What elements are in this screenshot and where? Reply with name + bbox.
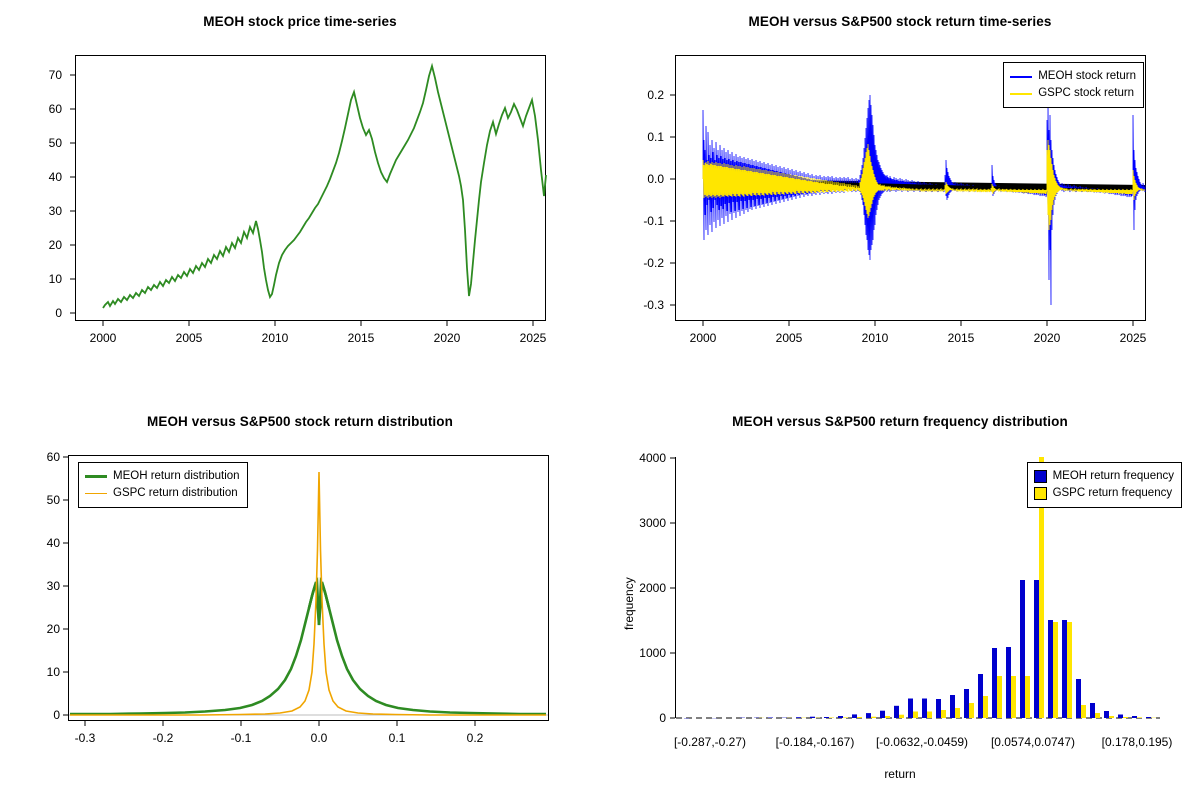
- panel-title-return-distribution: MEOH versus S&P500 stock return distribution: [147, 414, 453, 429]
- x-tick-01: 0.1: [388, 731, 406, 745]
- y-tick-60: 60: [46, 450, 60, 464]
- x-axis-title: return: [884, 767, 916, 781]
- y-tick-2000: 2000: [639, 581, 666, 595]
- meoh-price-line: [103, 66, 546, 308]
- y-axis-ticks: [63, 457, 68, 715]
- y-tick-30: 30: [48, 204, 62, 218]
- gspc-density-curve: [70, 472, 546, 715]
- legend-label-meoh-distribution: MEOH return distribution: [113, 470, 240, 482]
- legend-return-distribution: [78, 462, 248, 508]
- x-tick-bin-3: [-0.0632,-0.0459): [875, 735, 969, 749]
- x-tick-2010: 2010: [861, 331, 889, 345]
- legend-item-meoh-return: [1010, 68, 1136, 85]
- x-tick-2015: 2015: [347, 331, 375, 345]
- y-tick-02: 0.2: [647, 88, 664, 102]
- legend-swatch-meoh-frequency: [1034, 470, 1047, 483]
- y-tick-0: 0: [55, 306, 62, 320]
- x-tick-neg03: -0.3: [74, 731, 96, 745]
- y-tick-0: 0: [53, 708, 60, 722]
- x-tick-2025: 2025: [1119, 331, 1147, 345]
- y-tick-10: 10: [46, 665, 60, 679]
- panel-title-return-series: MEOH versus S&P500 stock return time-series: [748, 14, 1052, 29]
- x-tick-00: 0.0: [310, 731, 328, 745]
- y-tick-50: 50: [48, 136, 62, 150]
- x-tick-bin-1: [-0.287,-0.27): [673, 735, 747, 749]
- y-tick-20: 20: [48, 238, 62, 252]
- x-tick-2025: 2025: [519, 331, 547, 345]
- y-tick-40: 40: [46, 536, 60, 550]
- y-tick-20: 20: [46, 622, 60, 636]
- legend-item-meoh-frequency: [1034, 468, 1174, 485]
- panel-title-return-frequency: MEOH versus S&P500 return frequency distribution: [732, 414, 1068, 429]
- y-tick-50: 50: [46, 493, 60, 507]
- y-tick-40: 40: [48, 170, 62, 184]
- x-tick-2015: 2015: [947, 331, 975, 345]
- y-axis-title: frequency: [622, 577, 636, 630]
- x-tick-2005: 2005: [775, 331, 803, 345]
- y-tick-00: 0.0: [647, 172, 664, 186]
- x-tick-2010: 2010: [261, 331, 289, 345]
- x-tick-bin-4: [0.0574,0.0747): [990, 735, 1076, 749]
- legend-item-gspc-distribution: [85, 485, 240, 502]
- legend-swatch-gspc-distribution: [85, 493, 107, 494]
- panel-return-frequency: [600, 400, 1200, 800]
- plot-frame: [76, 56, 546, 321]
- panel-return-time-series: [600, 0, 1200, 400]
- y-axis-ticks: [670, 95, 675, 305]
- x-axis-ticks: [703, 321, 1133, 326]
- x-tick-02: 0.2: [466, 731, 484, 745]
- y-tick-neg02: -0.2: [643, 256, 664, 270]
- legend-swatch-meoh-distribution: [85, 475, 107, 478]
- legend-swatch-gspc-frequency: [1034, 487, 1047, 500]
- y-tick-1000: 1000: [639, 646, 666, 660]
- legend-label-meoh-frequency: MEOH return frequency: [1052, 470, 1174, 482]
- legend-return-frequency: [1027, 462, 1182, 508]
- panel-title-price: MEOH stock price time-series: [203, 14, 397, 29]
- legend-swatch-meoh-return: [1010, 76, 1032, 78]
- y-tick-4000: 4000: [639, 451, 666, 465]
- y-tick-neg01: -0.1: [643, 214, 664, 228]
- legend-swatch-gspc-return: [1010, 93, 1032, 95]
- x-axis-ticks: [85, 721, 475, 726]
- x-tick-neg02: -0.2: [152, 731, 174, 745]
- x-tick-2020: 2020: [1033, 331, 1061, 345]
- meoh-return-series: [703, 95, 1145, 305]
- legend-label-meoh-return: MEOH stock return: [1038, 70, 1136, 82]
- x-tick-neg01: -0.1: [230, 731, 252, 745]
- legend-label-gspc-distribution: GSPC return distribution: [113, 487, 238, 499]
- legend-label-gspc-frequency: GSPC return frequency: [1052, 487, 1173, 499]
- y-tick-30: 30: [46, 579, 60, 593]
- y-tick-3000: 3000: [639, 516, 666, 530]
- legend-return-series: [1003, 62, 1144, 108]
- x-tick-2000: 2000: [689, 331, 717, 345]
- y-tick-60: 60: [48, 102, 62, 116]
- y-tick-neg03: -0.3: [643, 298, 664, 312]
- x-tick-2020: 2020: [433, 331, 461, 345]
- y-axis-ticks: [670, 458, 675, 718]
- y-tick-10: 10: [48, 272, 62, 286]
- legend-item-gspc-return: [1010, 85, 1136, 102]
- panel-price-time-series: [0, 0, 600, 400]
- panel-return-distribution: [0, 400, 600, 800]
- legend-item-meoh-distribution: [85, 468, 240, 485]
- x-tick-2005: 2005: [175, 331, 203, 345]
- x-tick-bin-2: [-0.184,-0.167): [775, 735, 855, 749]
- legend-label-gspc-return: GSPC stock return: [1038, 87, 1135, 99]
- x-tick-bin-5: [0.178,0.195): [1101, 735, 1173, 749]
- y-tick-01: 0.1: [647, 130, 664, 144]
- x-tick-2000: 2000: [89, 331, 117, 345]
- y-tick-0: 0: [659, 711, 666, 725]
- y-axis-ticks: [70, 75, 75, 313]
- x-axis-ticks: [103, 321, 533, 326]
- legend-item-gspc-frequency: [1034, 485, 1174, 502]
- y-tick-70: 70: [48, 68, 62, 82]
